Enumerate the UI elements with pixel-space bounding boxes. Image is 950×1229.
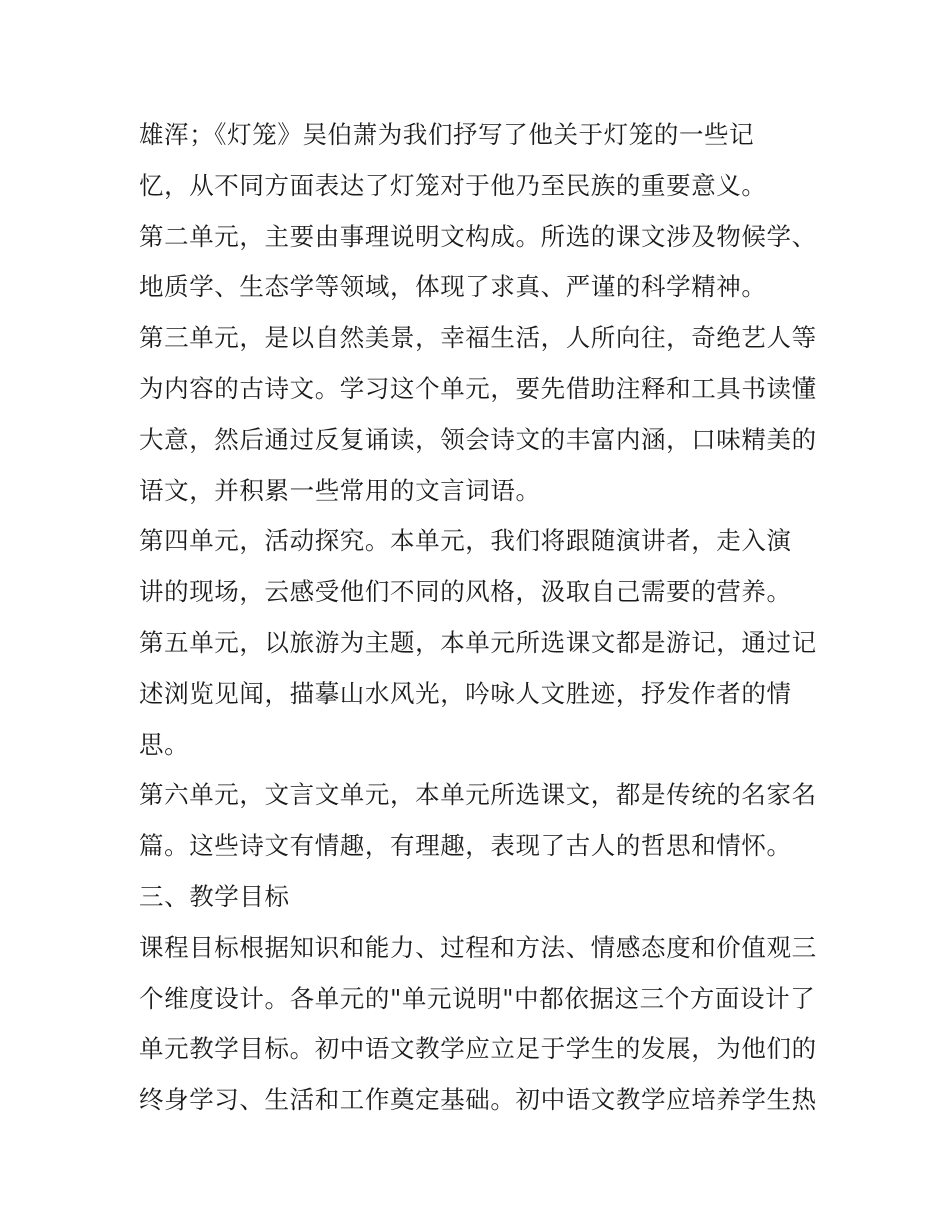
text-line: 第五单元，以旅游为主题，本单元所选课文都是游记，通过记 — [139, 627, 817, 657]
text-line: 篇。这些诗文有情趣，有理趣，表现了古人的哲思和情怀。 — [139, 831, 792, 861]
text-line: 大意，然后通过反复诵读，领会诗文的丰富内涵，口味精美的 — [139, 424, 817, 454]
text-line: 雄浑；《灯笼》吴伯萧为我们抒写了他关于灯笼的一些记 — [139, 120, 755, 149]
document-body — [139, 110, 819, 1126]
text-line: 第二单元，主要由事理说明文构成。所选的课文涉及物候学、 — [139, 221, 817, 251]
text-line: 语文，并积累一些常用的文言词语。 — [139, 475, 541, 505]
text-line: 第六单元，文言文单元，本单元所选课文，都是传统的名家名 — [139, 780, 817, 810]
text-line: 第四单元，活动探究。本单元，我们将跟随演讲者，走入演 — [139, 526, 792, 556]
text-line: 地质学、生态学等领域，体现了求真、严谨的科学精神。 — [139, 272, 767, 302]
text-line: 思。 — [139, 729, 190, 759]
text-line: 为内容的古诗文。学习这个单元，要先借助注释和工具书读懂 — [139, 373, 817, 403]
text-line: 第三单元，是以自然美景，幸福生活，人所向往，奇绝艺人等 — [139, 323, 817, 353]
text-line: 忆，从不同方面表达了灯笼对于他乃至民族的重要意义。 — [139, 170, 767, 200]
text-line: 个维度设计。各单元的"单元说明"中都依据这三个方面设计了 — [139, 983, 816, 1013]
text-line: 终身学习、生活和工作奠定基础。初中语文教学应培养学生热 — [139, 1085, 817, 1115]
text-line: 讲的现场，云感受他们不同的风格，汲取自己需要的营养。 — [139, 577, 792, 607]
text-line: 述浏览见闻，描摹山水风光，吟咏人文胜迹，抒发作者的情 — [139, 678, 792, 708]
section-heading: 三、教学目标 — [139, 881, 290, 911]
text-line: 课程目标根据知识和能力、过程和方法、情感态度和价值观三 — [139, 932, 817, 962]
text-line: 单元教学目标。初中语文教学应立足于学生的发展，为他们的 — [139, 1034, 817, 1064]
